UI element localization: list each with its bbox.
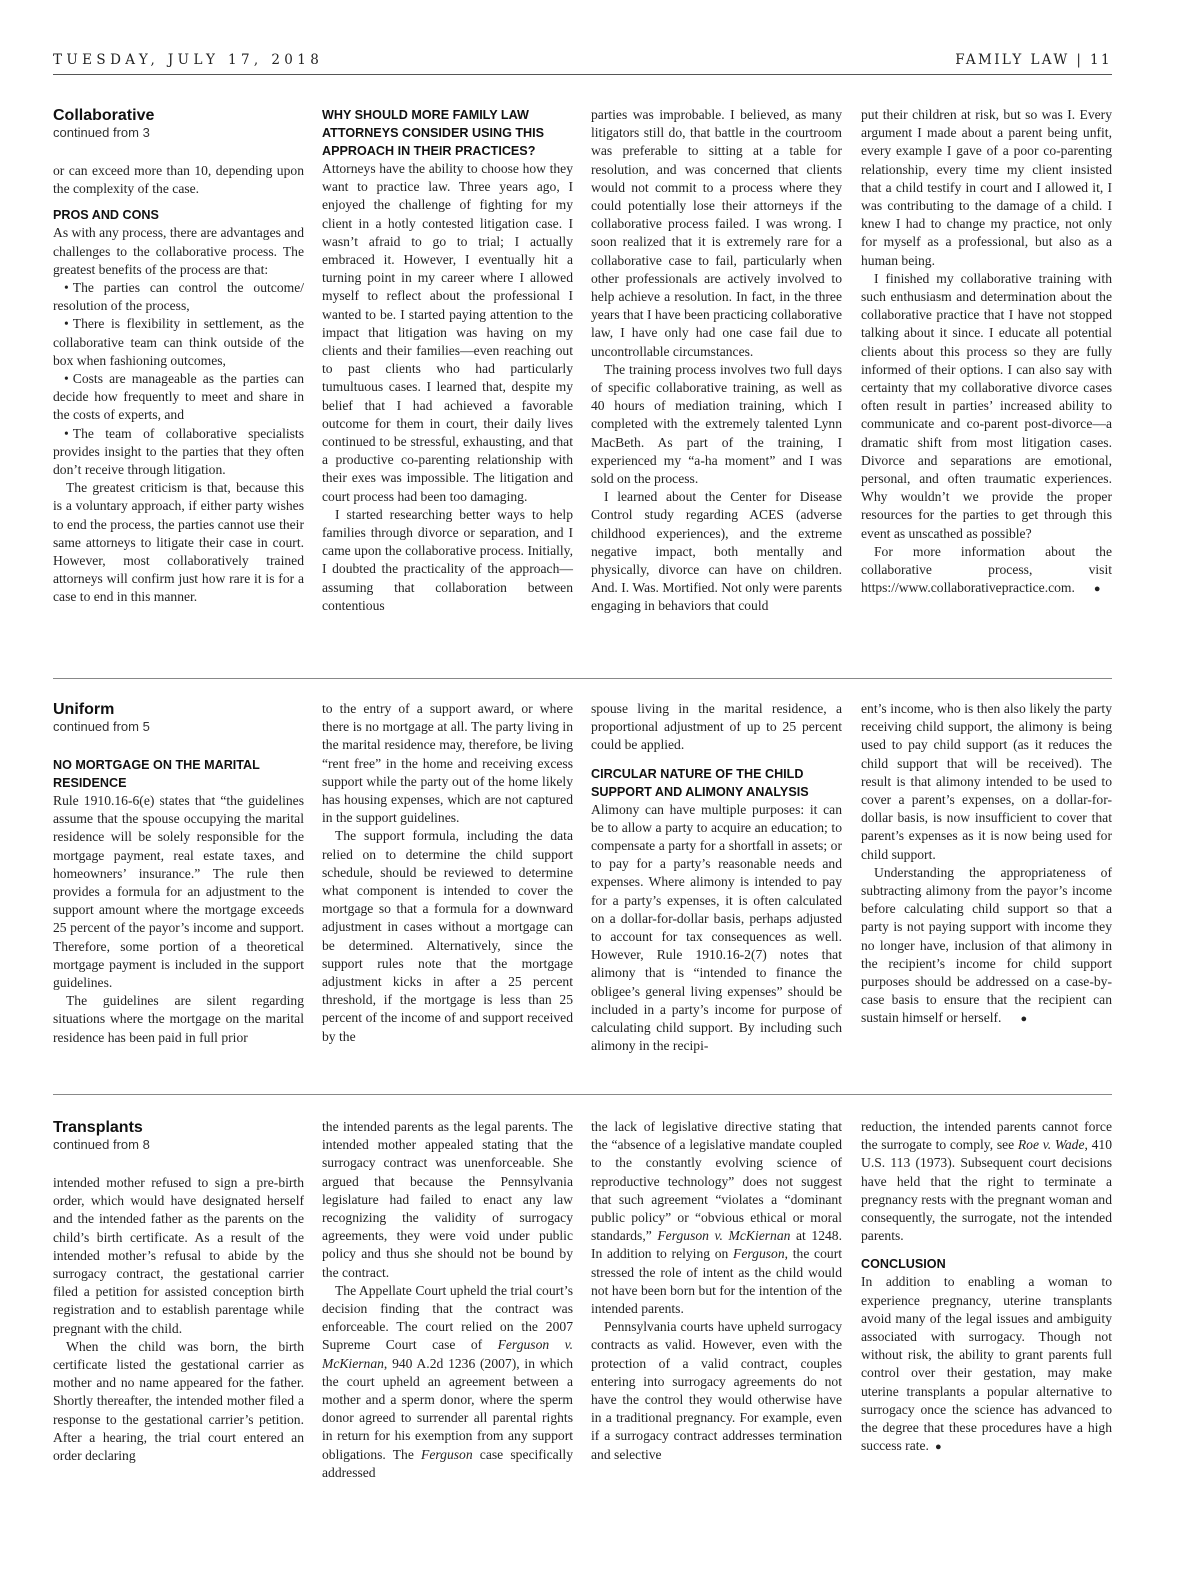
- paragraph: to the entry of a support award, or where there is no mortgage at all. The party living in the marital residence may, therefore, be living “rent free” in the home and receiving excess support while the party out of the home likely has housing expenses, which are not captured in the support guidelines.: [322, 701, 573, 826]
- article-title: Collaborative: [53, 107, 155, 124]
- paragraph: or can exceed more than 10, depending upon the complexity of the case.: [53, 163, 304, 197]
- subheading: CONCLUSION: [861, 1257, 946, 1272]
- column-1: [53, 106, 304, 607]
- paragraph: the lack of legislative directive stating that the “absence of a legislative mandate coupled to the constantly evolving science of reproductive technology” does not suggest that such agreement “violates a “dominant public policy” or “obvious ethical or moral standards,” Ferguson v. McKiernan at 1248. In addition to relying on Ferguson, the court stressed the role of intent as the child would not have been born but for the intention of the intended parents.: [591, 1119, 842, 1317]
- case-citation: Ferguson: [733, 1246, 785, 1262]
- paragraph: When the child was born, the birth certificate listed the gestational carrier as mother and no name appeared for the father. Shortly thereafter, the intended mother filed a response to the gestational carrier’s petition. After a hearing, the trial court entered an order declaring: [53, 1338, 304, 1464]
- column-3: [591, 106, 842, 616]
- subheading: NO MORTGAGE ON THE MARITAL RESIDENCE: [53, 758, 260, 790]
- paragraph: Alimony can have multiple purposes: it can be to allow a party to acquire an education; to compensate a party for a shortfall in assets; or to pay for a party’s reasonable needs and expenses. Where alimony is intended to pay for a party’s expenses, it is often calculated on a dollar-for-dollar basis, perhaps adjusted to account for tax consequences as well. However, Rule 1910.16-2(7) notes that alimony that is “intended to finance the obligee’s general living expenses” should be included in a party’s income for purpose of calculating child support. By including such alimony in the recipi-: [591, 801, 842, 1054]
- paragraph: The Appellate Court upheld the trial court’s decision finding that the contract was enforceable. The court relied on the 2007 Supreme Court case of Ferguson v. McKiernan, 940 A.2d 1236 (2007), in which the court upheld an agreement between a mother and a sperm donor, where the sperm donor agreed to surrender all parental rights in return for his exemption from any support obligations. The Ferguson case specifically addressed: [322, 1282, 574, 1480]
- section-page-label: FAMILY LAW | 11: [955, 52, 1112, 68]
- column-4: [861, 700, 1112, 1029]
- case-citation: Ferguson v. McKiernan: [657, 1228, 791, 1244]
- column-4: [861, 1118, 1112, 1456]
- paragraph: spouse living in the marital residence, a proportional adjustment of up to 25 percent could be applied.: [591, 701, 842, 753]
- paragraph: parties was improbable. I believed, as many litigators still do, that battle in the courtroom was preferable to sitting at a table for resolution, and was concerned that clients would not commit to a process where they could potentially lose their attorneys if the collaborative process failed. I was wrong. I soon realized that it is extremely rare for a collaborative case to fail, particularly when other professionals are actively involved to help achieve a resolution. In fact, in the three years that I have been practicing collaborative law, I have only had one case fail due to uncontrollable circumstances.: [591, 107, 842, 359]
- column-1: [53, 700, 304, 1047]
- paragraph: put their children at risk, but so was I. Every argument I made about a parent being unfit, every example I gave of a poor co-parenting relationship, every time my client insisted that a child testify in court and I allowed it, I was contributing to the damage of a child. I knew I had to change my practice, not only for myself as a professional, but also as a human being.: [861, 107, 1112, 268]
- section-divider: [53, 1094, 1112, 1095]
- article-title: Uniform: [53, 701, 115, 718]
- case-citation: Ferguson: [421, 1446, 473, 1462]
- paragraph: Rule 1910.16-6(e) states that “the guidelines assume that the spouse occupying the marital residence will be solely responsible for the mortgage payment, real estate taxes, and homeowners’ insurance.” The rule then provides a formula for an adjustment to the support amount where the mortgage exceeds 25 percent of the payor’s income and support. Therefore, some portion of a theoretical mortgage payment is included in the support guidelines.: [53, 793, 304, 991]
- paragraph: The greatest criticism is that, because this is a voluntary approach, if either party wishes to end the process, the parties cannot use their same attorneys to litigate their case in court. However, most collaboratively trained attorneys will confirm just how rare it is for a case to end in this manner.: [53, 480, 304, 605]
- paragraph: Attorneys have the ability to choose how they want to practice law. Three years ago, I enjoyed the challenge of fighting for my client in a hotly contested litigation case. I wasn’t afraid to go to trial; I actually embraced it. However, I eventually hit a turning point in my career where I allowed myself to reflect about the professional I wanted to be. I started paying attention to the impact that litigation was having on my clients and their families—even reaching out to past clients who had particularly tumultuous cases. I learned that, despite my belief that I had achieved a favorable outcome for them in court, their daily lives continued to be stressful, exhausting, and that a productive co-parenting relationship with their exes was impossible. The litigation and court process had been too damaging.: [322, 161, 573, 504]
- paragraph: For more information about the collaborative process, visit https://www.collaborativepractice.com. ●: [861, 543, 1112, 599]
- article-title: Transplants: [53, 1119, 143, 1136]
- column-2: [322, 700, 573, 1046]
- paragraph: reduction, the intended parents cannot force the surrogate to comply, see Roe v. Wade, 410 U.S. 113 (1973). Subsequent court decisions have held that the right to terminate a pregnancy rests with the pregnant woman and consequently, the surrogate, not the intended parents.: [861, 1119, 1113, 1244]
- bullet-icon: •: [64, 371, 69, 387]
- subheading: CIRCULAR NATURE OF THE CHILD SUPPORT AND ALIMONY ANALYSIS: [591, 766, 809, 799]
- page-header: [53, 52, 1112, 75]
- paragraph: I learned about the Center for Disease Control study regarding ACES (adverse childhood experiences), and the extreme negative impact, both mentally and physically, divorce can have on children. And. I. Was. Mortified. Not only were parents engaging in behaviors that could: [591, 489, 842, 614]
- bullet-item: • The team of collaborative specialists provides insight to the parties that they often don’t receive through litigation.: [53, 425, 304, 478]
- continued-note: continued from 8: [53, 1137, 150, 1152]
- bullet-item: • The parties can control the outcome/ resolution of the process,: [53, 280, 304, 314]
- column-4: [861, 106, 1112, 598]
- column-3: [591, 1118, 842, 1464]
- paragraph: The support formula, including the data relied on to determine the child support schedule, should be reviewed to determine what component is intended to cover the mortgage so that a formula for a downward adjustment in cases without a mortgage can be determined. Alternatively, since the support rules note that the mortgage adjustment kicks in after a 25 percent threshold, if the mortgage is less than 25 percent of the income of and support received by the: [322, 828, 573, 1044]
- bullet-icon: •: [64, 425, 69, 441]
- case-citation: Ferguson v. McKiernan: [322, 1337, 573, 1371]
- continued-note: continued from 5: [53, 719, 150, 734]
- continued-note: continued from 3: [53, 125, 150, 140]
- paragraph: I started researching better ways to help families through divorce or separation, and I came upon the collaborative process. Initially, I doubted the practicality of the approach—assuming that collaboration between contentious: [322, 506, 573, 613]
- paragraph: intended mother refused to sign a pre-birth order, which would have designated herself and the intended father as the parents on the child’s birth certificate. As a result of the intended mother’s refusal to abide by the surrogacy contract, the gestational carrier filed a petition for assisted conception birth registration and to establish parentage while pregnant with the child.: [53, 1175, 304, 1336]
- paragraph: The guidelines are silent regarding situations where the mortgage on the marital residence has been paid in full prior: [53, 993, 304, 1045]
- end-mark-icon: ●: [1020, 1013, 1028, 1026]
- end-mark-icon: ●: [934, 1441, 942, 1454]
- article-transplants: [53, 1118, 1112, 1518]
- paragraph: I finished my collaborative training with such enthusiasm and determination about the collaborative practice that I have not stopped talking about it since. I educate all potential clients about this process so they are fully informed of their options. I can also say with certainty that my collaborative divorce cases often result in parties’ increased ability to communicate and co-parent post-divorce—a dramatic shift from most litigation cases. Divorce and separations are emotional, personal, and often traumatic experiences. Why wouldn’t we provide the proper resources for the parties to get through this event as unscathed as possible?: [861, 270, 1112, 541]
- paragraph: Understanding the appropriateness of subtracting alimony from the payor’s income before calculating child support so that a party is not paying support with income they no longer have, inclusion of that alimony in the recipient’s income for child support purposes should be addressed on a case-by-case basis to ensure that the recipient can sustain himself or herself. ●: [861, 864, 1112, 1029]
- column-1: [53, 1118, 304, 1465]
- article-collaborative: [53, 106, 1112, 656]
- article-uniform: [53, 700, 1112, 1070]
- subheading: PROS AND CONS: [53, 208, 159, 223]
- paragraph: The training process involves two full days of specific collaborative training, as well as 40 hours of mediation training, which I completed with the extremely talented Lynn MacBeth. As part of the training, I experienced my “a-ha moment” and I was sold on the process.: [591, 361, 842, 487]
- paragraph: ent’s income, who is then also likely the party receiving child support, the alimony is being used to pay child support (as it reduces the child support that will be received). The result is that alimony intended to be used to cover a parent’s expenses, on a dollar-for-dollar basis, is now insufficient to cover that parent’s expenses as it is now being used for child support.: [861, 701, 1112, 862]
- column-3: [591, 700, 842, 1055]
- bullet-item: • Costs are manageable as the parties can decide how frequently to meet and share in the costs of experts, and: [53, 371, 304, 423]
- column-2: [322, 106, 573, 615]
- subheading: WHY SHOULD MORE FAMILY LAW ATTORNEYS CONSIDER USING THIS APPROACH IN THEIR PRACTICES?: [322, 108, 545, 158]
- paragraph: the intended parents as the legal parents. The intended mother appealed stating that the surrogacy contract was unenforceable. She argued that because the Pennsylvania legislature had failed to enact any law recognizing the validity of surrogacy agreements, they were void under public policy and thus she should not be bound by the contract.: [322, 1119, 573, 1280]
- column-2: [322, 1118, 573, 1482]
- issue-date: TUESDAY, JULY 17, 2018: [53, 52, 324, 68]
- bullet-icon: •: [64, 280, 69, 296]
- paragraph: Pennsylvania courts have upheld surrogacy contracts as valid. However, even with the protection of a valid contract, couples entering into surrogacy agreements do not have the control they would otherwise have in a traditional pregnancy. For example, even if a surrogacy contract addresses termination and selective: [591, 1319, 842, 1462]
- bullet-icon: •: [64, 316, 69, 332]
- paragraph: As with any process, there are advantages and challenges to the collaborative process. The greatest benefits of the process are that:: [53, 225, 304, 277]
- case-citation: Roe v. Wade: [1017, 1137, 1085, 1153]
- bullet-item: • There is flexibility in settlement, as the collaborative team can think outside of the box when fashioning outcomes,: [53, 316, 304, 368]
- end-mark-icon: ●: [1093, 583, 1101, 596]
- section-divider: [53, 678, 1112, 679]
- paragraph: In addition to enabling a woman to experience pregnancy, uterine transplants avoid many of the legal issues and ambiguity associated with surrogacy. Though not without risk, the ability to grant parents full control over their gestation, may make uterine transplants a popular alternative to surrogacy once the science has advanced to the degree that these procedures have a high success rate. ●: [861, 1273, 1112, 1456]
